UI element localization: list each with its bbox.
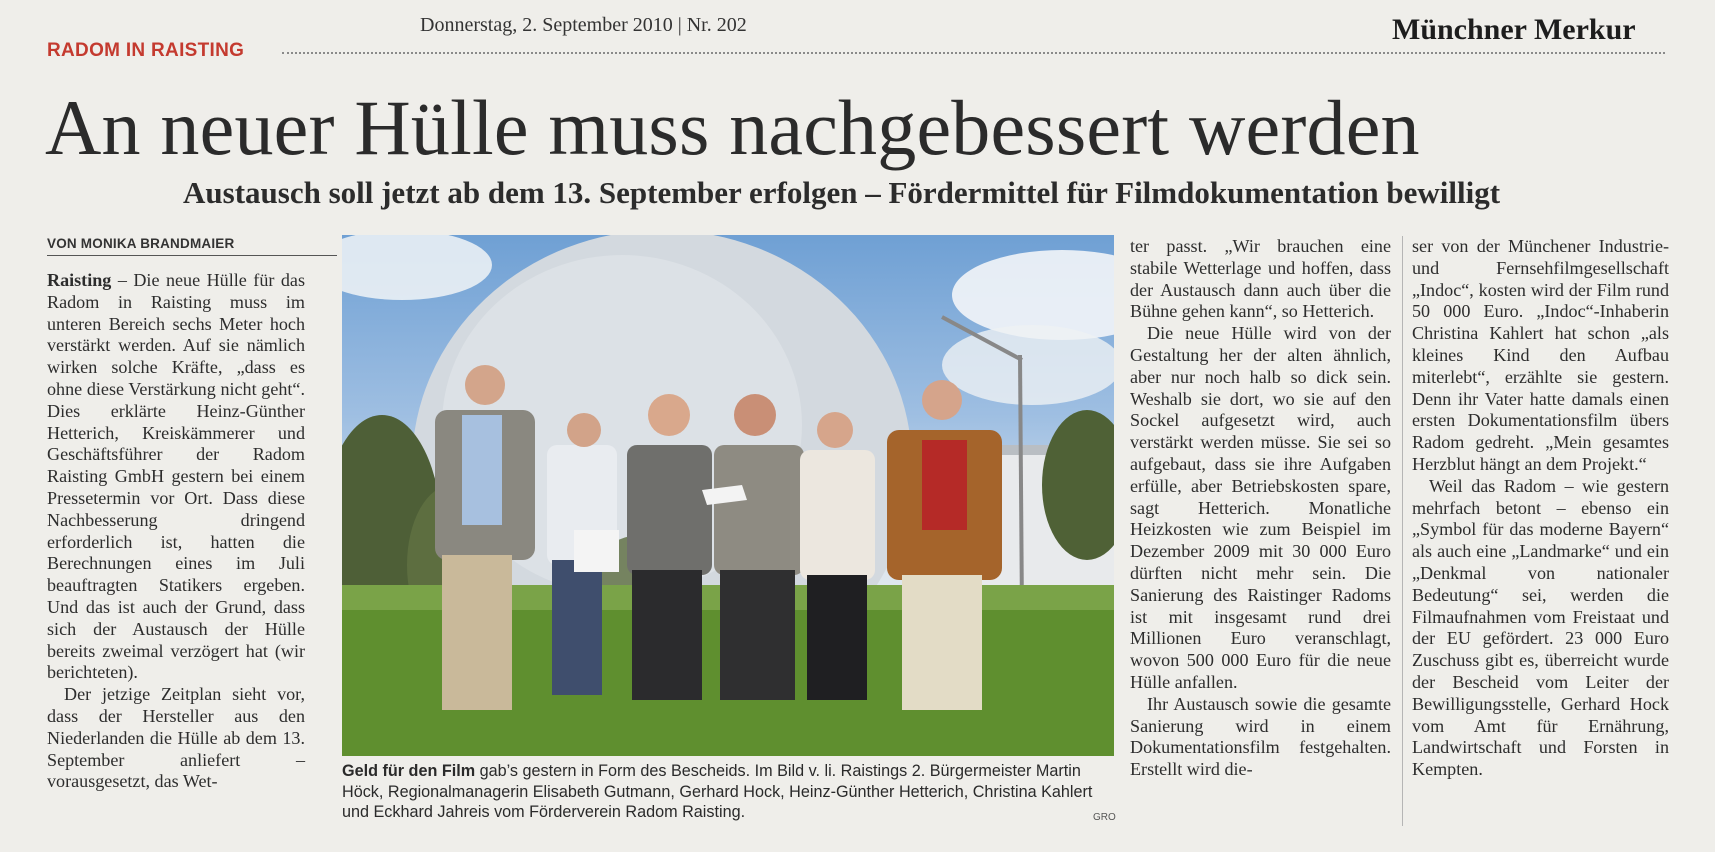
article-column-1 bbox=[47, 270, 305, 793]
headline: An neuer Hülle muss nachgebessert werden bbox=[45, 84, 1420, 171]
person-5 bbox=[800, 412, 875, 700]
paragraph: Die neue Hülle wird von der Gestaltung her der alten ähnlich, aber nur noch halb so dick sein. Weshalb sie dort, wo sie auf den Sockel aufgesetzt wird, auch verstärkt werden müsse. Sie sei so aufgebaut, dass sie ihre Aufgaben erfülle, aber Betriebskosten spare, sagt Hetterich. Monatliche Heizkosten wie zum Beispiel im Dezember 2009 mit 30 000 Euro dürften nicht mehr sein. Die Sanierung des Raistinger Radoms ist mit insgesamt rund drei Millionen Euro veranschlagt, wovon 500 000 Euro für die neue Hülle anfallen. bbox=[1130, 323, 1391, 692]
paragraph: Der jetzige Zeitplan sieht vor, dass der Hersteller aus den Niederlanden die Hülle ab dem 13. September anliefert – vorausgesetzt, das Wet- bbox=[47, 684, 305, 792]
caption-text: gab’s gestern in Form des Bescheids. Im Bild v. li. Raistings 2. Bürgermeister Martin Höck, Regionalmanagerin Elisabeth Gutmann, Gerhard Hock, Heinz-Günther Hetterich, Christina Kahlert und Eckhard Jahreis vom Förderverein Radom Raisting. bbox=[342, 762, 1093, 821]
dateline: Donnerstag, 2. September 2010 | Nr. 202 bbox=[420, 14, 747, 36]
subheadline: Austausch soll jetzt ab dem 13. September erfolgen – Fördermittel für Filmdokumentation bewilligt bbox=[183, 175, 1501, 210]
paragraph: ter passt. „Wir brauchen eine stabile Wetterlage und hoffen, dass der Austausch dann auch über die Bühne gehen kann“, so Hetterich. bbox=[1130, 236, 1391, 322]
photo-credit: GRO bbox=[1093, 812, 1116, 823]
byline-rule bbox=[47, 255, 337, 256]
caption-lead: Geld für den Film bbox=[342, 762, 476, 780]
paragraph: Ihr Austausch sowie die gesamte Sanierung wird in einem Dokumentationsfilm festgehalten. Erstellt wird die- bbox=[1130, 693, 1391, 780]
column-rule bbox=[1402, 236, 1403, 826]
article-column-3 bbox=[1130, 236, 1391, 781]
kicker: RADOM IN RAISTING bbox=[47, 40, 245, 61]
kicker-dotted-rule bbox=[282, 52, 1665, 54]
byline: VON MONIKA BRANDMAIER bbox=[47, 236, 235, 251]
paragraph-text: – Die neue Hülle für das Radom in Raisting muss im unteren Bereich sechs Meter hoch verstärkt werden. Auf sie nämlich wirken solche Kräfte, „dass es ohne diese Verstärkung nicht geht“. Dies erklärte Heinz-Günther Hetterich, Kreiskämmerer und Geschäftsführer der Radom Raisting GmbH gestern bei einem Pressetermin vor Ort. Dass diese Nachbesserung dringend erforderlich ist, hatten die Berechnungen eines im Juli beauftragten Statikers ergeben. Und das ist auch der Grund, dass sich der Austausch der Hülle bereits zweimal verzögert hat (wir berichteten). bbox=[47, 270, 305, 683]
dateline-place: Raisting bbox=[47, 270, 112, 290]
photo-caption bbox=[342, 761, 1114, 823]
article-column-4 bbox=[1412, 236, 1669, 781]
photo bbox=[342, 235, 1114, 756]
paragraph: ser von der Münchener Industrie- und Fernsehfilmgesellschaft „Indoc“, kosten wird der Film rund 50 000 Euro. „Indoc“-Inhaberin Christina Kahlert hat schon „als kleines Kind den Aufbau miterlebt“, erzählte sie gestern. Denn ihr Vater hatte damals einen ersten Dokumentationsfilm übers Radom gedreht. „Mein gesamtes Herzblut hängt an dem Projekt.“ bbox=[1412, 236, 1669, 474]
paragraph: Weil das Radom – wie gestern mehrfach betont – ebenso ein „Symbol für das moderne Bayern“ als auch eine „Landmarke“ und ein „Denkmal von nationaler Bedeutung“ sei, werden die Filmaufnahmen vom Freistaat und der EU gefördert. 23 000 Euro Zuschuss gibt es, überreicht wurde der Bescheid vom Leiter der Bewilligungsstelle, Gerhard Hock vom Amt für Ernährung, Landwirtschaft und Forsten in Kempten. bbox=[1412, 475, 1669, 780]
masthead: Münchner Merkur bbox=[1392, 13, 1636, 46]
paragraph bbox=[47, 270, 305, 684]
